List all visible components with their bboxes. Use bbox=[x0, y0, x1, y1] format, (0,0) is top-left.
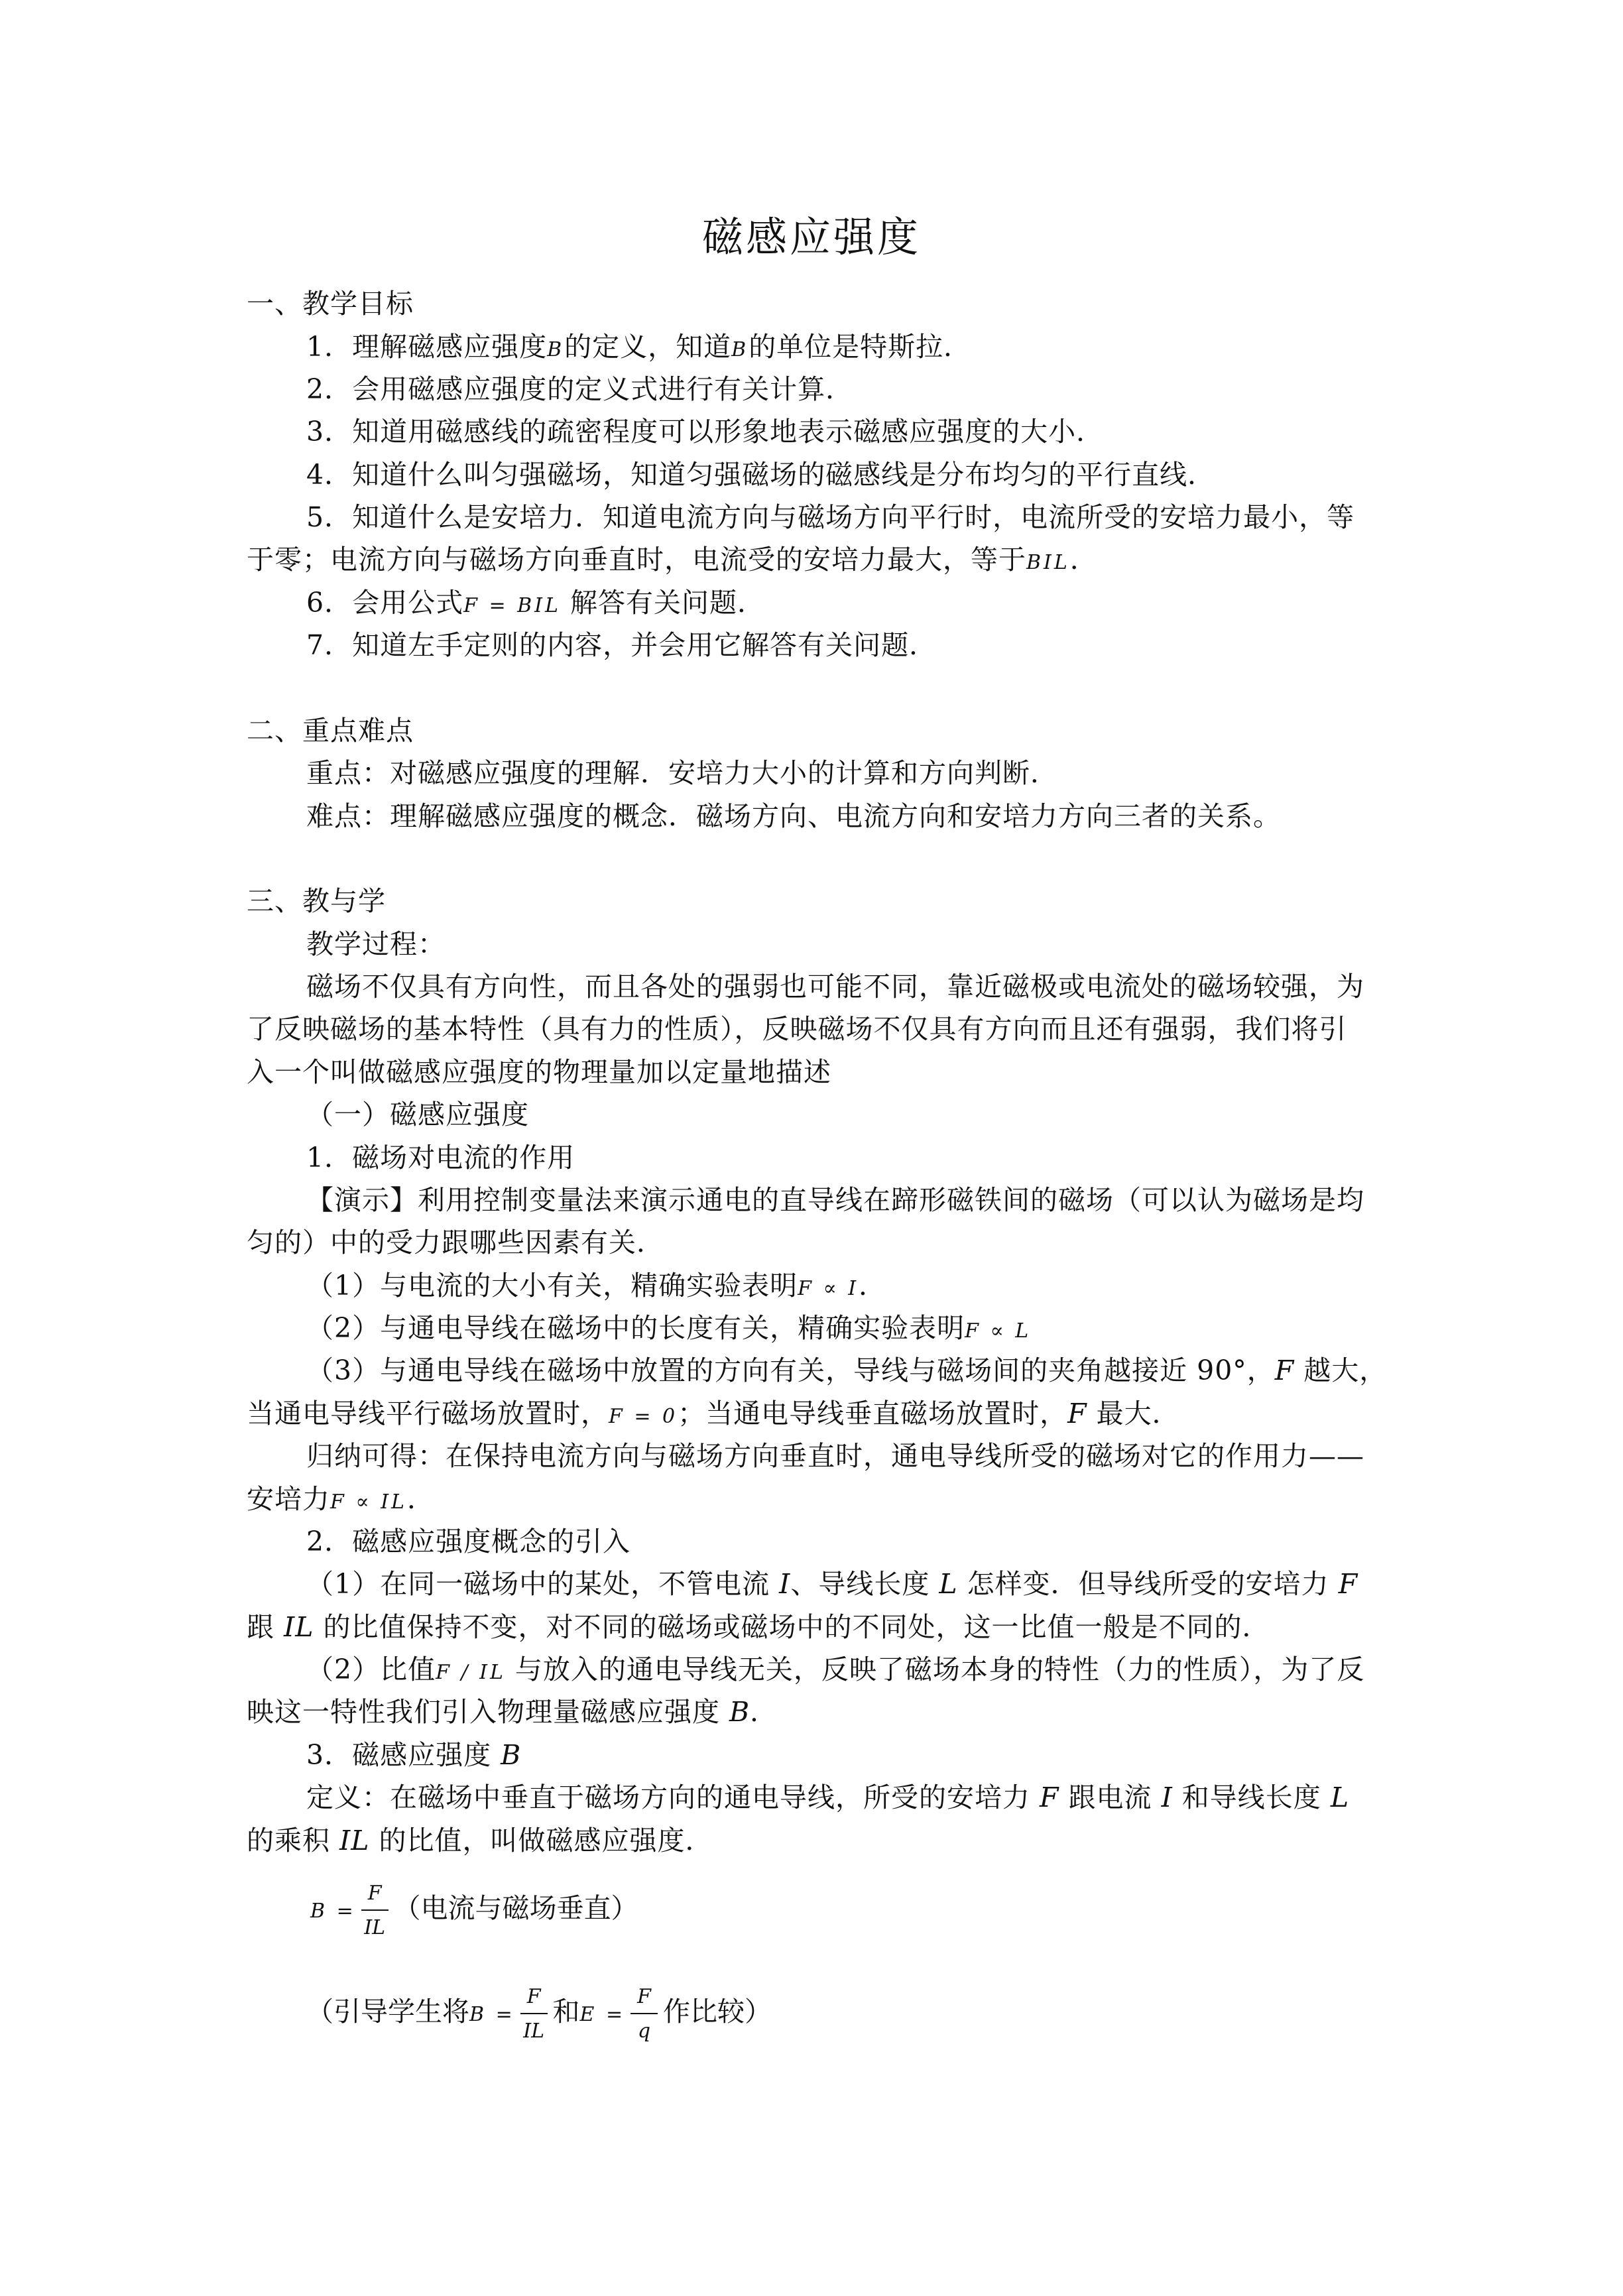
keypoint-focus: 重点：对磁感应强度的理解．安培力大小的计算和方向判断． bbox=[306, 757, 1058, 789]
intro-line-2: 了反映磁场的基本特性（具有力的性质），反映磁场不仅具有方向而且还有强弱，我们将引 bbox=[247, 1013, 1347, 1045]
formula-comparison: （引导学生将B = $\frac{F}{IL}$ 和E = $\frac{F}{q}$ 作比较） bbox=[306, 1975, 772, 2048]
keypoint-difficulty: 难点：理解磁感应强度的概念．磁场方向、电流方向和安培力方向三者的关系。 bbox=[306, 800, 1281, 832]
point-1-heading: 1．磁场对电流的作用 bbox=[306, 1142, 575, 1174]
goal-item-6: 6．会用公式F = BIL 解答有关问题． bbox=[306, 587, 765, 619]
definition-line-1: 定义：在磁场中垂直于磁场方向的通电导线，所受的安培力 F 跟电流 I 和导线长度 L bbox=[306, 1782, 1350, 1813]
intro-line-1: 磁场不仅具有方向性，而且各处的强弱也可能不同，靠近磁极或电流处的磁场较强，为 bbox=[306, 971, 1364, 1002]
fraction: $\frac{F}{IL}$ bbox=[520, 1984, 548, 2045]
fraction: $\frac{F}{q}$ bbox=[631, 1984, 658, 2045]
goal-item-1: 1．理解磁感应强度B的定义，知道B的单位是特斯拉． bbox=[306, 331, 972, 363]
result-3-line-2: 当通电导线平行磁场放置时，F = 0；当通电导线垂直磁场放置时，F 最大． bbox=[247, 1398, 1180, 1429]
goal-item-5-line-1: 5．知道什么是安培力．知道电流方向与磁场方向平行时，电流所受的安培力最小，等 bbox=[306, 501, 1355, 533]
page-title: 磁感应强度 bbox=[701, 213, 921, 261]
subsection-heading: （一）磁感应强度 bbox=[306, 1099, 529, 1130]
point-2-heading: 2．磁感应强度概念的引入 bbox=[306, 1526, 631, 1557]
goal-item-7: 7．知道左手定则的内容，并会用它解答有关问题． bbox=[306, 629, 937, 661]
section-heading-keypoints: 二、重点难点 bbox=[247, 715, 414, 747]
demo-line-1: 【演示】利用控制变量法来演示通电的直导线在蹄形磁铁间的磁场（可以认为磁场是均 bbox=[306, 1184, 1364, 1216]
definition-line-2: 的乘积 IL 的比值，叫做磁感应强度． bbox=[247, 1825, 713, 1856]
result-1: （1）与电流的大小有关，精确实验表明F ∝ I． bbox=[306, 1270, 887, 1301]
concept-2-line-1: （2）比值F / IL 与放入的通电导线无关，反映了磁场本身的特性（力的性质），为了反 bbox=[306, 1654, 1365, 1685]
goal-item-5-line-2: 于零；电流方向与磁场方向垂直时，电流受的安培力最大，等于BIL． bbox=[247, 544, 1098, 575]
intro-line-3: 入一个叫做磁感应强度的物理量加以定量地描述 bbox=[247, 1056, 831, 1088]
goal-item-4: 4．知道什么叫匀强磁场，知道匀强磁场的磁感线是分布均匀的平行直线． bbox=[306, 459, 1216, 491]
concept-2-line-2: 映这一特性我们引入物理量磁感应强度 B． bbox=[247, 1696, 778, 1728]
summary-line-2: 安培力F ∝ IL． bbox=[247, 1483, 435, 1515]
process-label: 教学过程： bbox=[306, 928, 446, 960]
goal-item-2: 2．会用磁感应强度的定义式进行有关计算． bbox=[306, 373, 854, 405]
concept-1-line-2: 跟 IL 的比值保持不变，对不同的磁场或磁场中的不同处，这一比值一般是不同的． bbox=[247, 1611, 1270, 1643]
fraction: $\frac{F}{IL}$ bbox=[361, 1880, 389, 1941]
section-heading-teaching: 三、教与学 bbox=[247, 885, 386, 917]
goal-item-3: 3．知道用磁感线的疏密程度可以形象地表示磁感应强度的大小． bbox=[306, 416, 1105, 448]
formula-definition: B = $\frac{F}{IL}$ （电流与磁场垂直） bbox=[310, 1872, 638, 1945]
point-3-heading: 3．磁感应强度 B bbox=[306, 1739, 522, 1771]
demo-line-2: 匀的）中的受力跟哪些因素有关． bbox=[247, 1227, 664, 1258]
concept-1-line-1: （1）在同一磁场中的某处，不管电流 I、导线长度 L 怎样变．但导线所受的安培力 F bbox=[306, 1568, 1358, 1600]
result-2: （2）与通电导线在磁场中的长度有关，精确实验表明F ∝ L bbox=[306, 1312, 1032, 1344]
section-heading-goals: 一、教学目标 bbox=[247, 288, 414, 320]
summary-line-1: 归纳可得：在保持电流方向与磁场方向垂直时，通电导线所受的磁场对它的作用力—— bbox=[306, 1440, 1364, 1472]
result-3-line-1: （3）与通电导线在磁场中放置的方向有关，导线与磁场间的夹角越接近 90°，F 越大， bbox=[306, 1355, 1388, 1386]
